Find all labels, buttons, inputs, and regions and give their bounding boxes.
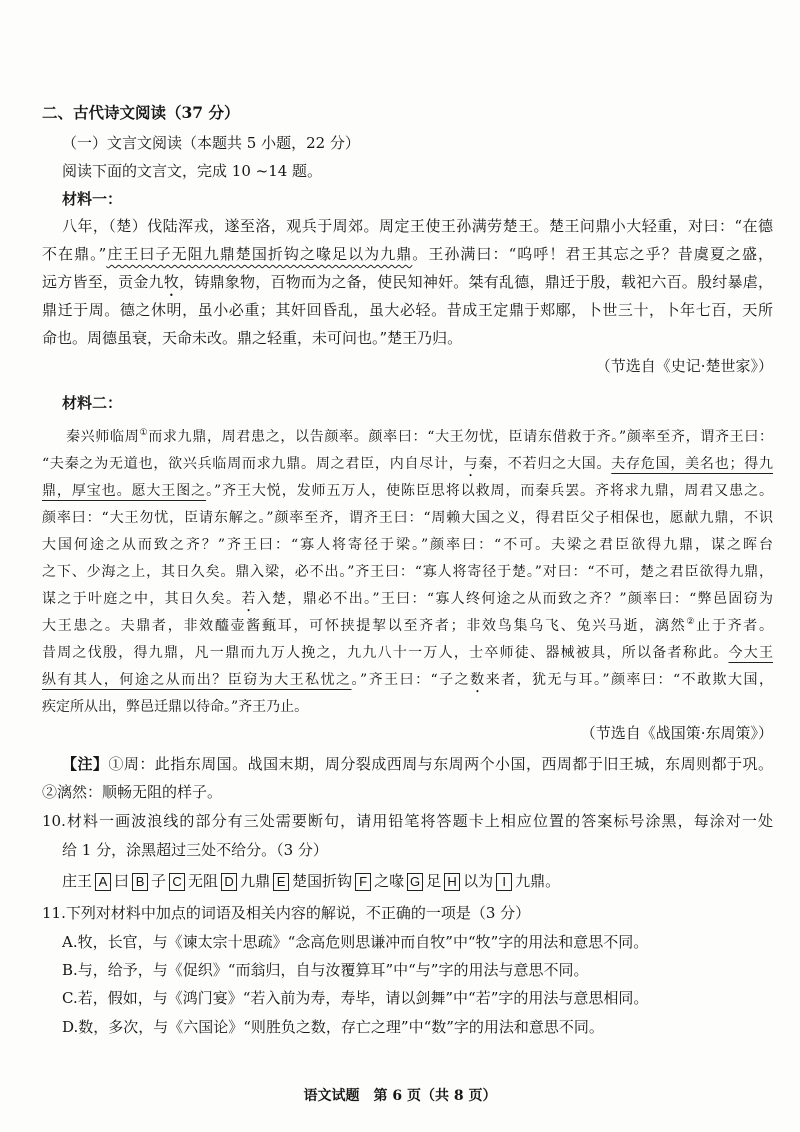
dotted-keyword: 牧 [163, 273, 180, 291]
material-1-label: 材料一： [62, 190, 123, 208]
q10-stem-continued: 给 1 分，涂黑超过三处不给分。（3 分） [62, 841, 328, 859]
sentence-part: 子 [151, 872, 167, 890]
note-line [62, 752, 773, 776]
break-option-box: G [407, 873, 423, 891]
material-2-line: 疾定所从出，弊邑迁鼎以待命。”齐王乃止。 [42, 699, 309, 715]
text-segment: 来者，犹无与耳。”颜率曰：“不敢欺大国， [485, 672, 773, 688]
reading-instruction: 阅读下面的文言文，完成 10 ~14 题。 [62, 162, 323, 180]
sentence-part: 之喙 [374, 872, 405, 890]
text-segment: 而求九鼎，周君患之，以告颜率。颜率曰：“大王勿忧，臣请东借救于齐。”颜率至齐，谓齐王曰： [148, 429, 774, 445]
note-label: 【注】 [62, 755, 109, 773]
q11-option-d: D.数，多次，与《六国论》“则胜负之数，存亡之理”中“数”字的用法和意思不同。 [62, 1018, 604, 1036]
material-2-line: 颜率曰：“大王勿忧，臣请东解之。”颜率至齐，谓齐王曰：“周赖大国之义，得君臣父子相保也，愿献九鼎，不识 [42, 510, 773, 526]
text-segment: 入楚，鼎必不出。”王曰：“寡人终何途之从而致之齐？”颜率曰：“弊邑固窃为 [256, 591, 773, 607]
text-segment: 止于齐者。 [696, 618, 774, 634]
q11-option-b: B.与，给予，与《促织》“而翁归，自与汝覆算耳”中“与”字的用法与意思不同。 [62, 961, 589, 979]
underlined-sentence: 今大王 [728, 645, 774, 661]
material-2-line [42, 479, 773, 503]
material-2-line [42, 452, 773, 476]
material-2-line [42, 587, 773, 611]
material-2-source: （节选自《战国策·东周策》） [580, 724, 773, 742]
text-segment: 。”齐王曰：“子之 [351, 672, 471, 688]
material-2-line: 大国何途之从而致之齐？”齐王曰：“寡人将寄径于梁。”颜率曰：“不可。夫梁之君臣欲得九鼎，谋之晖台 [42, 537, 773, 553]
break-option-box: C [169, 873, 185, 891]
material-1-line: 鼎迁于周。德之休明，虽小必重；其奸回昏乱，虽大必轻。昔成王定鼎于郏鄏，卜世三十，卜年七百，天所 [42, 301, 773, 319]
q11-stem: 11.下列对材料中加点的词语及相关内容的解说，不正确的一项是（3 分） [42, 904, 531, 922]
text-segment: 。王孙满曰：“呜呼！君王其忘之乎？昔虞夏之盛， [412, 245, 773, 263]
material-1-source: （节选自《史记·楚世家》） [595, 357, 773, 375]
material-1-line: 八年，（楚）伐陆浑戎，遂至洛，观兵于周郊。周定王使王孙满劳楚王。楚王问鼎小大轻重，对曰：“在德 [62, 217, 773, 235]
break-option-box: I [496, 873, 512, 891]
text-segment: ，铸鼎象物，百物而为之备，使民知神奸。桀有乱德，鼎迁于殷，载祀六百。殷纣暴虐， [179, 273, 773, 291]
sentence-part: 足 [426, 872, 442, 890]
text-segment: 谋之于叶庭之中，其日久矣。 [42, 591, 242, 607]
text-segment: 。”齐王大悦，发师五万人，使陈臣思将以救周，而秦兵罢。齐将求九鼎，周君又患之。 [206, 483, 774, 499]
q11-option-c: C.若，假如，与《鸿门宴》“若入前为寿，寿毕，请以剑舞”中“若”字的用法与意思相同。 [62, 989, 649, 1007]
break-option-box: A [95, 873, 111, 891]
break-option-box: D [221, 873, 237, 891]
break-option-box: E [273, 873, 289, 891]
dotted-keyword: 若 [241, 591, 257, 607]
sentence-part: 楚国折钩 [292, 872, 353, 890]
q10-answer-sentence [62, 869, 560, 893]
underlined-sentence: 纵有其人，何途之从而出？臣窃为大王私忧之 [42, 672, 352, 688]
material-1-line: 命也。周德虽衰，天命未改。鼎之轻重，未可问也。”楚王乃归。 [42, 329, 463, 347]
material-2-line [42, 668, 773, 692]
text-segment: 秦兴师临周 [66, 429, 140, 445]
material-2-line [66, 425, 773, 449]
underlined-sentence: 夫存危国，美名也；得九 [611, 456, 774, 472]
sentence-part: 以为 [463, 872, 494, 890]
dotted-keyword: 数 [470, 672, 486, 688]
material-2-line: 之下、少海之上，其日久矣。鼎入梁，必不出。”齐王曰：“寡人将寄径于楚。”对曰：“不可，楚之君臣欲得九鼎， [42, 564, 773, 580]
sentence-part: 九鼎。 [515, 872, 561, 890]
break-option-box: B [132, 873, 148, 891]
dotted-keyword: 与 [463, 456, 479, 472]
sentence-part: 庄王 [62, 872, 93, 890]
material-1-line [42, 270, 773, 294]
text-segment: “夫秦之为无道也，欲兴兵临周而求九鼎。周之君臣，内自尽计， [42, 456, 464, 472]
footnote-marker: ② [686, 617, 697, 627]
section-title: 二、古代诗文阅读（37 分） [42, 103, 240, 122]
text-segment: 远方皆至，贡金九 [42, 273, 164, 291]
material-2-line [42, 614, 773, 638]
text-segment: 大王患之。夫鼎者，非效醯壶酱甀耳，可怀挟提挈以至齐者；非效鸟集乌飞、兔兴马逝，漓然 [42, 618, 687, 634]
sentence-part: 曰 [114, 872, 130, 890]
text-segment: 秦，不若归之大国。 [478, 456, 612, 472]
break-option-box: H [444, 873, 460, 891]
note-text: ①周：此指东周国。战国末期，周分裂成西周与东周两个小国，西周都于旧王城，东周则都于巩。 [108, 755, 773, 773]
break-option-box: F [355, 873, 371, 891]
text-segment: 不在鼎。” [42, 245, 107, 263]
q11-option-a: A.牧，长官，与《谏太宗十思疏》“念高危则思谦冲而自牧”中“牧”字的用法和意思不同。 [62, 933, 649, 951]
material-2-line [42, 641, 773, 665]
sentence-part: 九鼎 [240, 872, 271, 890]
wavy-underlined-passage: 庄王曰子无阻九鼎楚国折钩之喙足以为九鼎 [106, 245, 413, 263]
page-footer: 语文试题 第 6 页（共 8 页） [303, 1088, 497, 1104]
sentence-part: 无阻 [188, 872, 219, 890]
text-segment: 昔周之伐殷，得九鼎，凡一鼎而九万人挽之，九九八十一万人，士卒师徒、器械被具，所以备者称此。 [42, 645, 729, 661]
material-1-line [42, 242, 773, 266]
subsection-title: （一）文言文阅读（本题共 5 小题，22 分） [62, 134, 360, 152]
footnote-marker: ① [139, 428, 149, 438]
material-2-label: 材料二： [62, 394, 123, 412]
note-line: ②漓然：顺畅无阻的样子。 [42, 783, 223, 801]
underlined-sentence: 鼎，厚宝也。愿大王图之 [42, 483, 207, 499]
q10-stem: 10.材料一画波浪线的部分有三处需要断句，请用铅笔将答题卡上相应位置的答案标号涂黑，每涂对一处 [42, 812, 773, 830]
